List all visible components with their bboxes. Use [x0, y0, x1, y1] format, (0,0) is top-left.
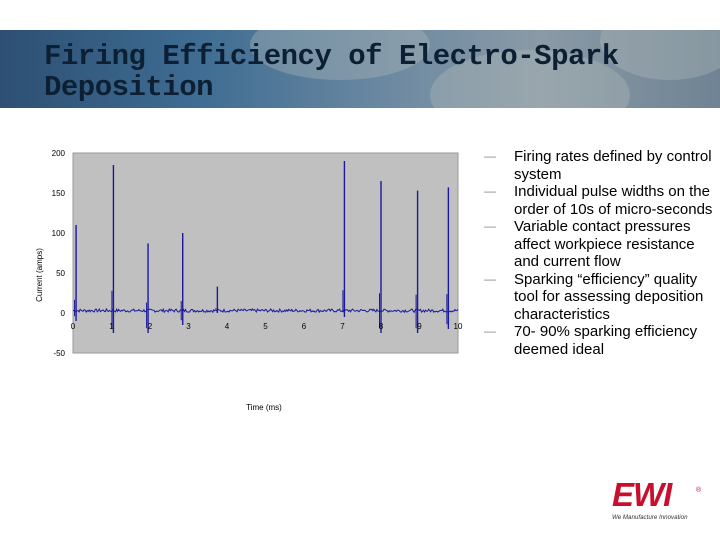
x-tick-label: 1 — [109, 322, 114, 331]
logo-tagline: We Manufacture Innovation — [612, 514, 688, 521]
x-tick-label: 9 — [417, 322, 422, 331]
bullet-text: Sparking “efficiency” quality tool for assessing deposition characteristics — [514, 270, 704, 323]
bullet-text: Variable contact pressures affect workpiece resistance and current flow — [514, 218, 695, 270]
y-axis-label: Current (amps) — [35, 248, 44, 302]
bullet-dash-icon: — — [484, 324, 496, 338]
x-tick-label: 6 — [301, 322, 307, 331]
slide-title-line1: Firing Efficiency of Electro-Spark — [44, 40, 619, 73]
x-tick-label: 10 — [453, 322, 463, 331]
bullet-dash-icon: — — [484, 219, 496, 233]
current-vs-time-chart — [30, 140, 470, 420]
x-axis-label: Time (ms) — [246, 403, 282, 412]
y-tick-label: 200 — [51, 149, 65, 158]
y-tick-label: 50 — [56, 269, 65, 278]
bullet-text: 70- 90% sparking efficiency deemed ideal — [514, 323, 698, 358]
x-tick-label: 5 — [263, 322, 268, 331]
y-tick-label: 0 — [60, 309, 65, 318]
bullet-text: Individual pulse widths on the order of 10s of micro-seconds — [514, 183, 713, 218]
x-tick-label: 0 — [70, 322, 76, 331]
y-tick-label: 100 — [51, 229, 65, 238]
x-tick-label: 4 — [224, 322, 230, 331]
bullet-dash-icon: — — [484, 184, 496, 198]
x-tick-label: 8 — [378, 322, 384, 331]
bullet-dash-icon: — — [484, 271, 496, 286]
logo-registered-mark: ® — [696, 487, 702, 494]
bullet-item — [484, 271, 714, 324]
x-tick-label: 2 — [147, 322, 153, 331]
bullet-item — [484, 183, 714, 218]
logo-wordmark: EWI — [612, 476, 672, 513]
bullet-list — [484, 148, 714, 358]
ewi-logo — [610, 476, 706, 528]
bullet-item — [484, 218, 714, 271]
slide-title-line2: Deposition — [44, 71, 214, 104]
bullet-text: Firing rates defined by control system — [514, 148, 712, 183]
bullet-item — [484, 323, 714, 358]
bullet-dash-icon: — — [484, 149, 496, 163]
y-tick-label: -50 — [53, 349, 65, 358]
slide-title — [44, 41, 684, 103]
x-tick-label: 7 — [340, 322, 345, 331]
x-tick-label: 3 — [186, 322, 191, 331]
bullet-item — [484, 148, 714, 183]
y-axis-ticks — [52, 149, 66, 358]
y-tick-label: 150 — [51, 189, 65, 198]
